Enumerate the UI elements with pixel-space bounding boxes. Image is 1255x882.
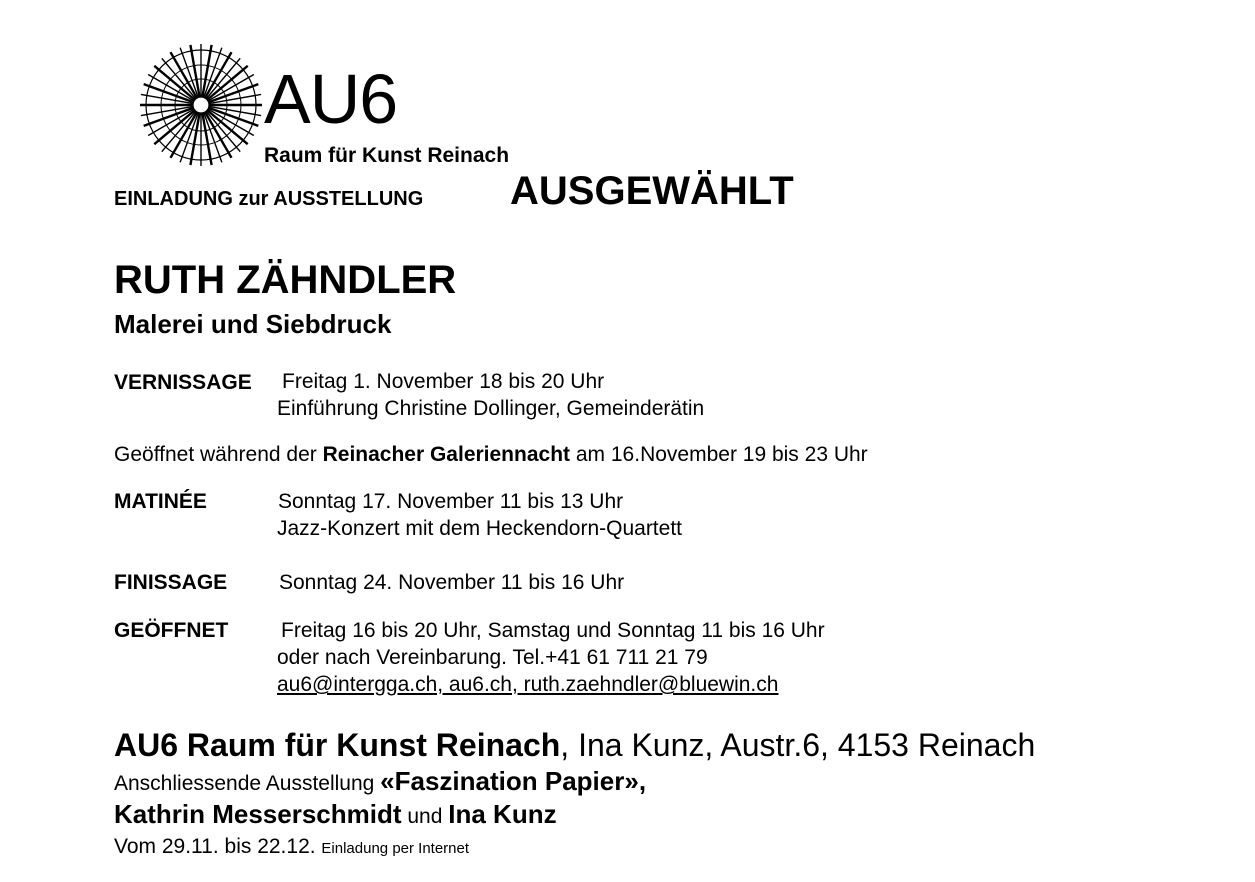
venue-address: , Ina Kunz, Austr.6, 4153 Reinach <box>560 727 1036 763</box>
next-artist-1: Kathrin Messerschmidt <box>114 799 402 829</box>
hours-times: Freitag 16 bis 20 Uhr, Samstag und Sonntag 11 bis 16 Uhr <box>281 619 825 642</box>
next-exhibition-title: «Faszination Papier», <box>380 766 647 796</box>
next-exhibition-line <box>114 768 646 794</box>
vernissage-intro: Einführung Christine Dollinger, Gemeinderätin <box>277 397 705 420</box>
vernissage-date: Freitag 1. November 18 bis 20 Uhr <box>282 370 605 393</box>
venue-address-line <box>114 729 1035 761</box>
artist-medium: Malerei und Siebdruck <box>114 309 392 339</box>
artist-name: RUTH ZÄHNDLER <box>114 258 457 302</box>
galerienacht-suffix: am 16.November 19 bis 23 Uhr <box>570 443 868 466</box>
next-artists-line <box>114 801 557 827</box>
galerienacht-line <box>114 444 868 465</box>
next-dates-note: Einladung per Internet <box>321 840 470 857</box>
galerienacht-prefix: Geöffnet während der <box>114 443 323 466</box>
next-exhibition-prefix: Anschliessende Ausstellung <box>114 772 381 795</box>
invitation-label: EINLADUNG zur AUSSTELLUNG <box>114 188 424 210</box>
next-dates: Vom 29.11. bis 22.12. <box>114 835 322 858</box>
finissage-label: FINISSAGE <box>114 571 228 594</box>
matinee-date: Sonntag 17. November 11 bis 13 Uhr <box>278 490 624 513</box>
logo-text: AU6 <box>264 60 398 138</box>
next-artists-connector: und <box>401 805 449 828</box>
vernissage-label: VERNISSAGE <box>114 371 252 394</box>
exhibition-title: AUSGEWÄHLT <box>510 169 794 213</box>
matinee-label: MATINÉE <box>114 490 207 513</box>
galerienacht-event: Reinacher Galeriennacht <box>322 443 571 466</box>
next-artist-2: Ina Kunz <box>448 799 557 829</box>
venue-subtitle: Raum für Kunst Reinach <box>264 144 510 167</box>
next-dates-line <box>114 836 469 857</box>
contact-links[interactable]: au6@intergga.ch, au6.ch, ruth.zaehndler@bluewin.ch <box>277 673 779 696</box>
venue-name: AU6 Raum für Kunst Reinach <box>114 727 561 763</box>
hours-label: GEÖFFNET <box>114 619 229 642</box>
matinee-concert: Jazz-Konzert mit dem Heckendorn-Quartett <box>277 517 682 540</box>
hours-appointment: oder nach Vereinbarung. Tel.+41 61 711 21 79 <box>277 646 708 669</box>
finissage-date: Sonntag 24. November 11 bis 16 Uhr <box>279 571 625 594</box>
sunburst-logo-icon <box>138 42 264 168</box>
